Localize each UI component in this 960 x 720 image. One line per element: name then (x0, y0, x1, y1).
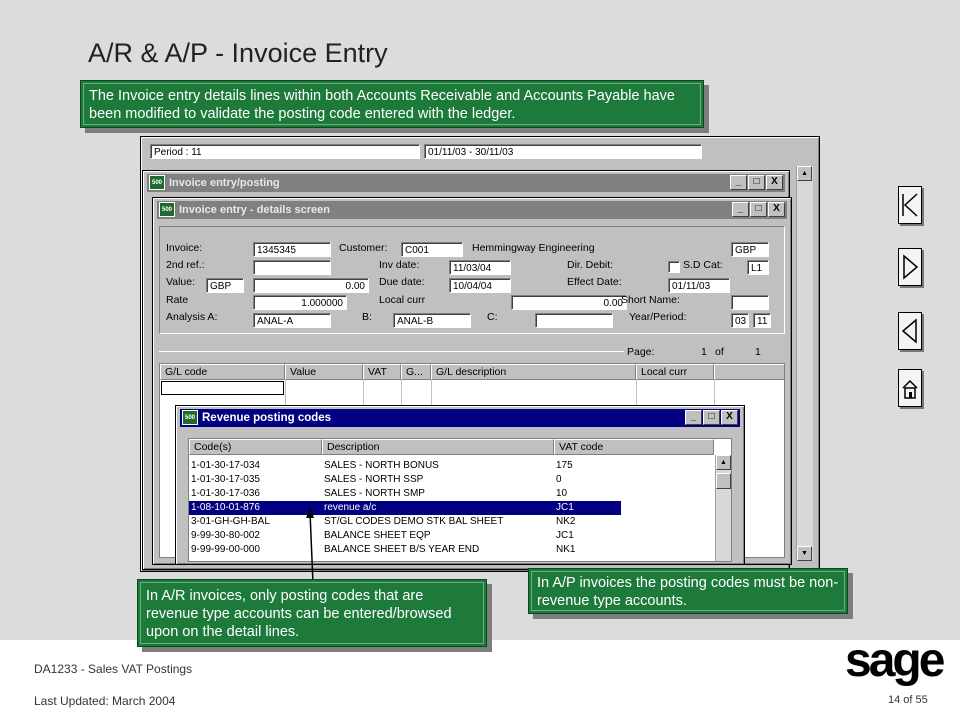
code-cell: 1-01-30-17-036 (191, 488, 260, 499)
dir-debit-checkbox[interactable] (668, 261, 680, 273)
page-divider (159, 351, 624, 352)
list-item[interactable] (189, 473, 713, 487)
intro-callout: The Invoice entry details lines within both Accounts Receivable and Accounts Payable have been modified to validate the posting code entered with the ledger. (80, 80, 704, 128)
period-range-field: 01/11/03 - 30/11/03 (424, 144, 702, 159)
minimize-button[interactable]: _ (732, 202, 749, 217)
maximize-button[interactable]: □ (750, 202, 767, 217)
sd-cat-field[interactable]: L1 (747, 260, 769, 275)
sage-logo (845, 636, 942, 686)
rate-field[interactable]: 1.000000 (253, 295, 347, 310)
customer-field[interactable]: C001 (401, 242, 463, 257)
period-number-field[interactable]: 11 (753, 313, 771, 328)
grid-header-g[interactable]: G... (401, 364, 431, 380)
list-item-selected[interactable] (189, 501, 621, 515)
vat-code-cell: JC1 (556, 530, 574, 541)
list-scrollbar[interactable] (715, 455, 732, 562)
invoice-label: Invoice: (166, 242, 203, 254)
posting-codes-list[interactable] (188, 438, 732, 562)
list-item[interactable] (189, 529, 713, 543)
page-of-label: of (715, 346, 724, 358)
scroll-thumb[interactable] (716, 473, 731, 489)
code-cell: 1-01-30-17-035 (191, 474, 260, 485)
list-header-vat-code[interactable]: VAT code (554, 439, 714, 455)
ap-callout: In A/P invoices the posting codes must be non-revenue type accounts. (528, 568, 848, 614)
next-page-button[interactable] (898, 248, 922, 286)
grid-header-gl-code[interactable]: G/L code (160, 364, 285, 380)
list-item[interactable] (189, 543, 713, 557)
year-field[interactable]: 03 (731, 313, 749, 328)
sage-logo-text: sage (845, 634, 943, 687)
inv-date-field[interactable]: 11/03/04 (449, 260, 511, 275)
close-button[interactable]: X (721, 410, 738, 425)
grid-header-vat[interactable]: VAT (363, 364, 401, 380)
grid-header-local-curr[interactable]: Local curr (636, 364, 714, 380)
minimize-button[interactable]: _ (685, 410, 702, 425)
sd-cat-label: S.D Cat: (683, 259, 723, 271)
app-logo-icon: 500 (149, 175, 165, 190)
analysis-a-label: Analysis A: (166, 311, 218, 323)
description-cell: SALES - NORTH SMP (324, 488, 425, 499)
close-button[interactable]: X (768, 202, 785, 217)
short-name-label: Short Name: (621, 294, 680, 306)
vat-code-cell: NK1 (556, 544, 576, 555)
page-title: A/R & A/P - Invoice Entry (88, 38, 388, 68)
rate-label: Rate (166, 294, 189, 306)
page-current: 1 (701, 346, 707, 358)
grid-header-filler (714, 364, 785, 380)
customer-currency-field: GBP (731, 242, 769, 257)
local-curr-field[interactable]: 0.00 (511, 295, 627, 310)
scroll-down-icon[interactable]: ▼ (797, 546, 812, 561)
code-cell: 9-99-30-80-002 (191, 530, 260, 541)
list-item[interactable] (189, 487, 713, 501)
close-button[interactable]: X (766, 175, 783, 190)
code-cell: 3-01-GH-GH-BAL (191, 516, 270, 527)
grid-active-cell[interactable] (161, 381, 284, 395)
previous-icon (900, 316, 920, 346)
second-ref-label: 2nd ref.: (166, 259, 205, 271)
due-date-field[interactable]: 10/04/04 (449, 278, 511, 293)
revenue-dialog-title: Revenue posting codes (202, 412, 332, 424)
page-label: Page: (627, 346, 655, 358)
details-window-title: Invoice entry - details screen (179, 204, 331, 216)
scroll-up-icon[interactable]: ▲ (797, 166, 812, 181)
year-period-label: Year/Period: (629, 311, 687, 323)
maximize-button[interactable]: □ (748, 175, 765, 190)
description-cell: SALES - NORTH BONUS (324, 460, 439, 471)
customer-label: Customer: (339, 242, 388, 254)
home-button[interactable] (898, 369, 922, 407)
analysis-a-field[interactable]: ANAL-A (253, 313, 331, 328)
code-cell: 1-01-30-17-034 (191, 460, 260, 471)
dir-debit-label: Dir. Debit: (567, 259, 614, 271)
due-date-label: Due date: (379, 276, 425, 288)
effect-date-label: Effect Date: (567, 276, 622, 288)
value-amount-field[interactable]: 0.00 (253, 278, 369, 293)
page-total: 1 (755, 346, 761, 358)
description-cell: BALANCE SHEET EQP (324, 530, 431, 541)
list-item[interactable] (189, 515, 713, 529)
details-window-titlebar[interactable] (157, 201, 787, 219)
description-cell: revenue a/c (324, 502, 377, 513)
second-ref-field[interactable] (253, 260, 331, 275)
analysis-c-label: C: (487, 311, 498, 323)
vat-code-cell: JC1 (556, 502, 574, 513)
vat-code-cell: NK2 (556, 516, 576, 527)
app-logo-icon: 500 (182, 410, 198, 425)
value-label: Value: (166, 276, 195, 288)
short-name-field[interactable] (731, 295, 769, 310)
app-logo-icon: 500 (159, 202, 175, 217)
posting-window-title: Invoice entry/posting (169, 177, 280, 189)
effect-date-field[interactable]: 01/11/03 (668, 278, 730, 293)
analysis-b-label: B: (362, 311, 372, 323)
home-icon (900, 373, 920, 403)
grid-header-value[interactable]: Value (285, 364, 363, 380)
period-field: Period : 11 (150, 144, 420, 159)
description-cell: BALANCE SHEET B/S YEAR END (324, 544, 480, 555)
first-page-button[interactable] (898, 186, 922, 224)
list-item[interactable] (189, 459, 713, 473)
vat-code-cell: 10 (556, 488, 568, 499)
first-icon (900, 190, 920, 220)
revenue-posting-codes-dialog (175, 405, 745, 565)
grid-header-gl-description[interactable]: G/L description (431, 364, 636, 380)
footer-updated: Last Updated: March 2004 (34, 694, 176, 708)
inv-date-label: Inv date: (379, 259, 420, 271)
list-header-codes[interactable]: Code(s) (189, 439, 322, 455)
code-cell: 1-08-10-01-876 (191, 502, 260, 513)
local-curr-label: Local curr (379, 294, 426, 306)
analysis-c-field[interactable] (535, 313, 613, 328)
ar-callout: In A/R invoices, only posting codes that are revenue type accounts can be entered/browsed upon on the detail lines. (137, 579, 487, 647)
customer-name: Hemmingway Engineering (472, 242, 595, 254)
description-cell: ST/GL CODES DEMO STK BAL SHEET (324, 516, 504, 527)
vat-code-cell: 175 (556, 460, 573, 471)
list-header-description[interactable]: Description (322, 439, 554, 455)
posting-window-titlebar[interactable] (147, 174, 785, 192)
value-currency-field[interactable]: GBP (206, 278, 244, 293)
revenue-dialog-titlebar[interactable] (180, 409, 740, 427)
code-cell: 9-99-99-00-000 (191, 544, 260, 555)
vat-code-cell: 0 (556, 474, 562, 485)
next-icon (900, 252, 920, 282)
invoice-field[interactable]: 1345345 (253, 242, 331, 257)
analysis-b-field[interactable]: ANAL-B (393, 313, 471, 328)
maximize-button[interactable]: □ (703, 410, 720, 425)
scroll-up-icon[interactable]: ▲ (716, 455, 731, 470)
previous-page-button[interactable] (898, 312, 922, 350)
footer-course: DA1233 - Sales VAT Postings (34, 662, 193, 676)
app-scrollbar[interactable] (796, 166, 813, 561)
minimize-button[interactable]: _ (730, 175, 747, 190)
description-cell: SALES - NORTH SSP (324, 474, 424, 485)
footer-page-number: 14 of 55 (888, 694, 928, 706)
